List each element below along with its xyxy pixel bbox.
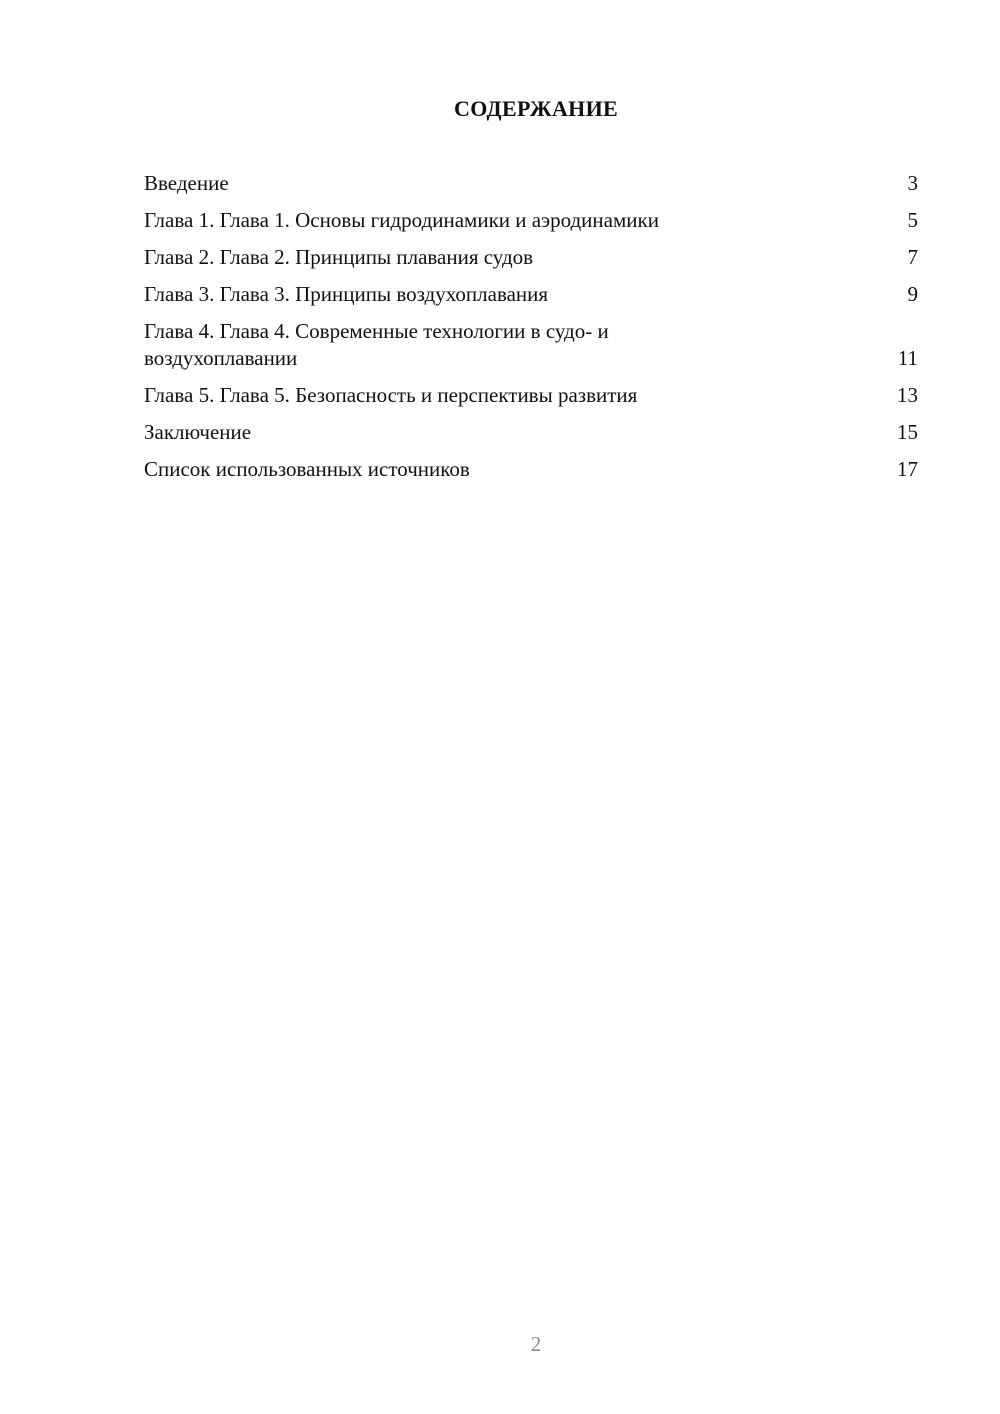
toc-item[interactable] — [144, 170, 918, 197]
toc-item[interactable] — [144, 456, 918, 483]
toc-item-page: 13 — [897, 383, 918, 407]
page-number: 2 — [530, 1332, 542, 1356]
toc-item[interactable] — [144, 318, 918, 372]
toc-item-label: Глава 4. Глава 4. Современные технологии в судо- и воздухоплавании — [144, 319, 609, 370]
toc-item-label: Список использованных источников — [144, 457, 470, 481]
toc-item[interactable] — [144, 382, 918, 409]
toc-item-label: Глава 3. Глава 3. Принципы воздухоплавания — [144, 282, 549, 306]
toc-item-page: 17 — [897, 457, 918, 481]
toc-item-label: Глава 1. Глава 1. Основы гидродинамики и аэродинамики — [144, 208, 659, 232]
page-title: СОДЕРЖАНИЕ — [454, 96, 618, 121]
toc-item-page: 15 — [897, 420, 918, 444]
toc-item[interactable] — [144, 281, 918, 308]
table-of-contents — [144, 170, 918, 493]
toc-item-page: 7 — [907, 245, 918, 269]
toc-item[interactable] — [144, 207, 918, 234]
toc-item-label: Введение — [144, 171, 229, 195]
toc-item-page: 9 — [907, 282, 918, 306]
toc-item-label: Глава 5. Глава 5. Безопасность и перспективы развития — [144, 383, 638, 407]
toc-item-label: Заключение — [144, 420, 252, 444]
toc-item[interactable] — [144, 244, 918, 271]
toc-item-page: 3 — [907, 171, 918, 195]
toc-item[interactable] — [144, 419, 918, 446]
toc-item-page: 11 — [897, 346, 918, 370]
toc-item-label: Глава 2. Глава 2. Принципы плавания судов — [144, 245, 534, 269]
toc-item-page: 5 — [907, 208, 918, 232]
